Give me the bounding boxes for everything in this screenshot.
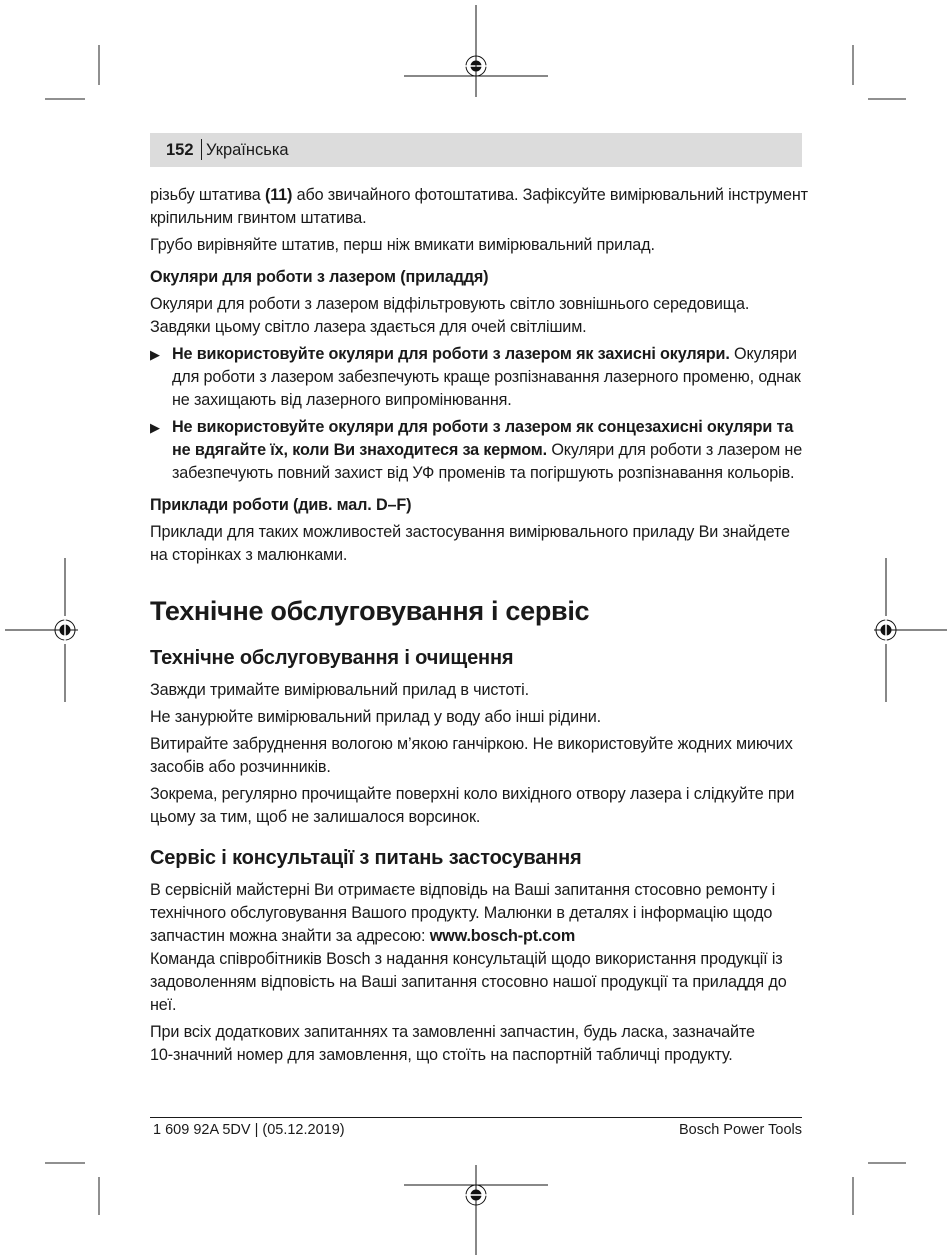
subsection-maintenance-cleaning: Технічне обслуговування і очищення: [150, 647, 514, 669]
maintenance-paragraph-4: Зокрема, регулярно прочищайте поверхні коло вихідного отвору лазера і слідкуйте при цьому за тим, щоб не залишалося ворсинок.: [150, 785, 795, 826]
service-paragraph-2: Команда співробітників Bosch з надання консультацій щодо використання продукції із задоволенням відповість на Ваші запитання стосовно нашої продукції та приладдя до неї.: [150, 950, 787, 1014]
subsection-service: Сервіс і консультації з питань застосування: [150, 847, 582, 869]
maintenance-paragraph-1: Завжди тримайте вимірювальний прилад в чистоті.: [150, 681, 529, 699]
intro-paragraph-2: Грубо вирівняйте штатив, перш ніж вмикати вимірювальний прилад.: [150, 236, 655, 254]
maintenance-paragraph-2: Не занурюйте вимірювальний прилад у воду або інші рідини.: [150, 708, 602, 726]
registration-mark-top: [404, 5, 548, 97]
bullet-arrow-icon: ▶: [150, 420, 160, 435]
bullet-arrow-icon: ▶: [150, 347, 160, 362]
registration-mark-bottom: [404, 1165, 548, 1255]
glasses-heading: Окуляри для роботи з лазером (приладдя): [150, 268, 489, 286]
section-title: Технічне обслуговування і сервіс: [150, 596, 590, 626]
warning-bullet-1: ▶ Не використовуйте окуляри для роботи з лазером як захисні окуляри. Окуляри для роботи з лазером забезпечують краще розпізнавання лазерного променю, однак не захищають від лазерного випромінювання.: [150, 345, 801, 409]
registration-mark-left: [5, 558, 78, 702]
footer-document-id: 1 609 92A 5DV | (05.12.2019): [153, 1122, 345, 1138]
page-header: [150, 133, 802, 167]
warning-bullet-2: ▶ Не використовуйте окуляри для роботи з лазером як сонцезахисні окуляри та не вдягайте їх, коли Ви знаходитеся за кермом. Окуляри для роботи з лазером не забезпечують повний захист від УФ променів та погіршують розпізнавання кольорів.: [150, 418, 803, 482]
page-footer: [150, 1117, 802, 1138]
service-paragraph-3: При всіх додаткових запитаннях та замовленні запчастин, будь ласка, зазначайте 10‑значний номер для замовлення, що стоїть на паспортній табличці продукту.: [150, 1023, 755, 1064]
intro-paragraph-1: різьбу штатива (11) або звичайного фотоштатива. Зафіксуйте вимірювальний інструмент кріпильним гвинтом штатива.: [150, 186, 808, 227]
header-divider: [201, 139, 202, 160]
header-language: Українська: [206, 141, 289, 159]
footer-brand: Bosch Power Tools: [678, 1122, 802, 1138]
service-paragraph-1: В сервісній майстерні Ви отримаєте відповідь на Ваші запитання стосовно ремонту і технічного обслуговування Вашого продукту. Малюнки в деталях і інформацію щодо запчастин можна знайти за адресою: www.bosch-pt.com: [150, 881, 776, 945]
registration-mark-right: [874, 558, 947, 702]
maintenance-paragraph-3: Витирайте забруднення вологою м’якою ганчіркою. Не використовуйте жодних миючих засобів або розчинників.: [150, 735, 793, 776]
examples-text: Приклади для таких можливостей застосування вимірювального приладу Ви знайдете на сторінках з малюнками.: [150, 523, 790, 564]
glasses-text: Окуляри для роботи з лазером відфільтровують світло зовнішнього середовища. Завдяки цьому світло лазера здається для очей світлішим.: [150, 295, 750, 336]
reference-number: (11): [264, 186, 293, 204]
page-number: 152: [166, 141, 194, 159]
service-link[interactable]: www.bosch-pt.com: [429, 927, 576, 945]
examples-heading: Приклади роботи (див. мал. D–F): [150, 496, 412, 514]
page-content: [150, 184, 810, 1071]
